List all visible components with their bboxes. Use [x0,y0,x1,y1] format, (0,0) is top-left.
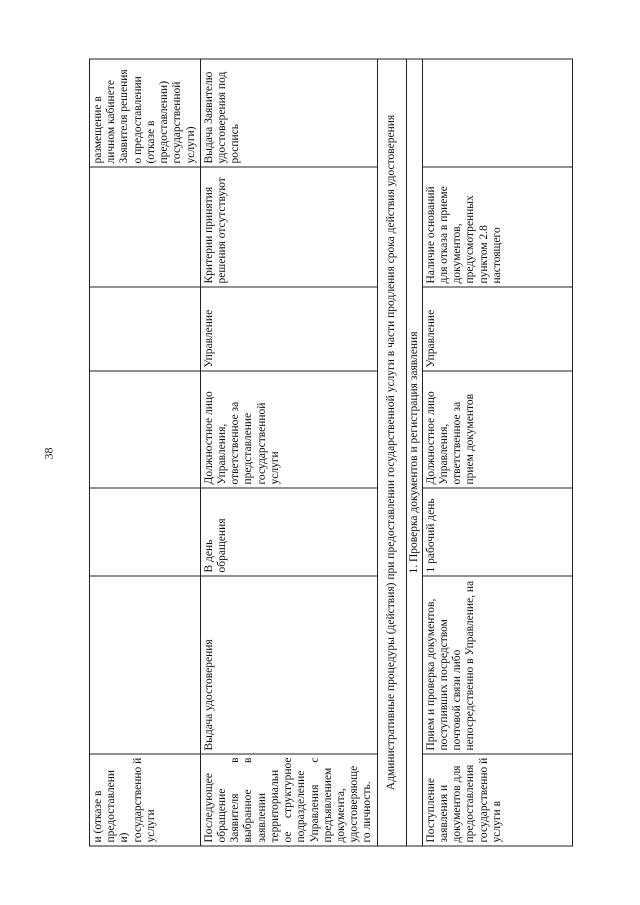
table-cell: Выдача Заявителю удостоверения под роспись [200,59,377,167]
table-cell [90,576,201,754]
rotated-table-container [89,59,551,846]
table-cell: 1 рабочий день [422,488,572,576]
section-row [377,59,406,846]
table-row [200,59,377,846]
table-cell: Критерии принятия решения отсутствуют [200,167,377,287]
table-cell: Должностное лицо Управления, ответственное за прием документов [422,371,572,488]
table-cell [90,371,201,488]
page-number: 38 [41,447,56,460]
table-cell: Выдача удостоверения [200,576,377,754]
table-cell [422,59,572,167]
section-row [406,59,422,846]
table-cell: Последующее обращение Заявителя в выбранное в заявлении территориальн ое структурное подразделение Управления с предъявлением документа, удостоверяюще го личность. [200,754,377,846]
table-cell [90,488,201,576]
procedure-table [89,58,573,846]
table-row [422,59,572,846]
table-cell: Должностное лицо Управления, ответственное за представление государственной услуги [200,371,377,488]
table-cell: и (отказе в предоставлени и) государственно й услуги [90,754,201,846]
table-row [90,59,201,846]
table-cell [90,167,201,287]
table-cell: Наличие оснований для отказа в приеме документов, предусмотренных пунктом 2.8 настоящего [422,167,572,287]
table-cell: Управление [200,287,377,371]
table-cell: Поступление заявления и документов для предоставления государственно й услуги в [422,754,572,846]
table-cell: Прием и проверка документов, поступивших посредством почтовой связи либо непосредственно в Управление, на [422,576,572,754]
subsection-title: 1. Проверка документов и регистрация заявления [406,59,422,846]
section-title: Административные процедуры (действия) при предоставлении государственной услуги в части продления срока действия удостоверения [377,59,406,846]
table-cell: В день обращения [200,488,377,576]
table-cell: Управление [422,287,572,371]
table-cell: размещение в личном кабинете Заявителя решения о предоставлении (отказе в предоставлении) государственной услуги) [90,59,201,167]
table-cell [90,287,201,371]
